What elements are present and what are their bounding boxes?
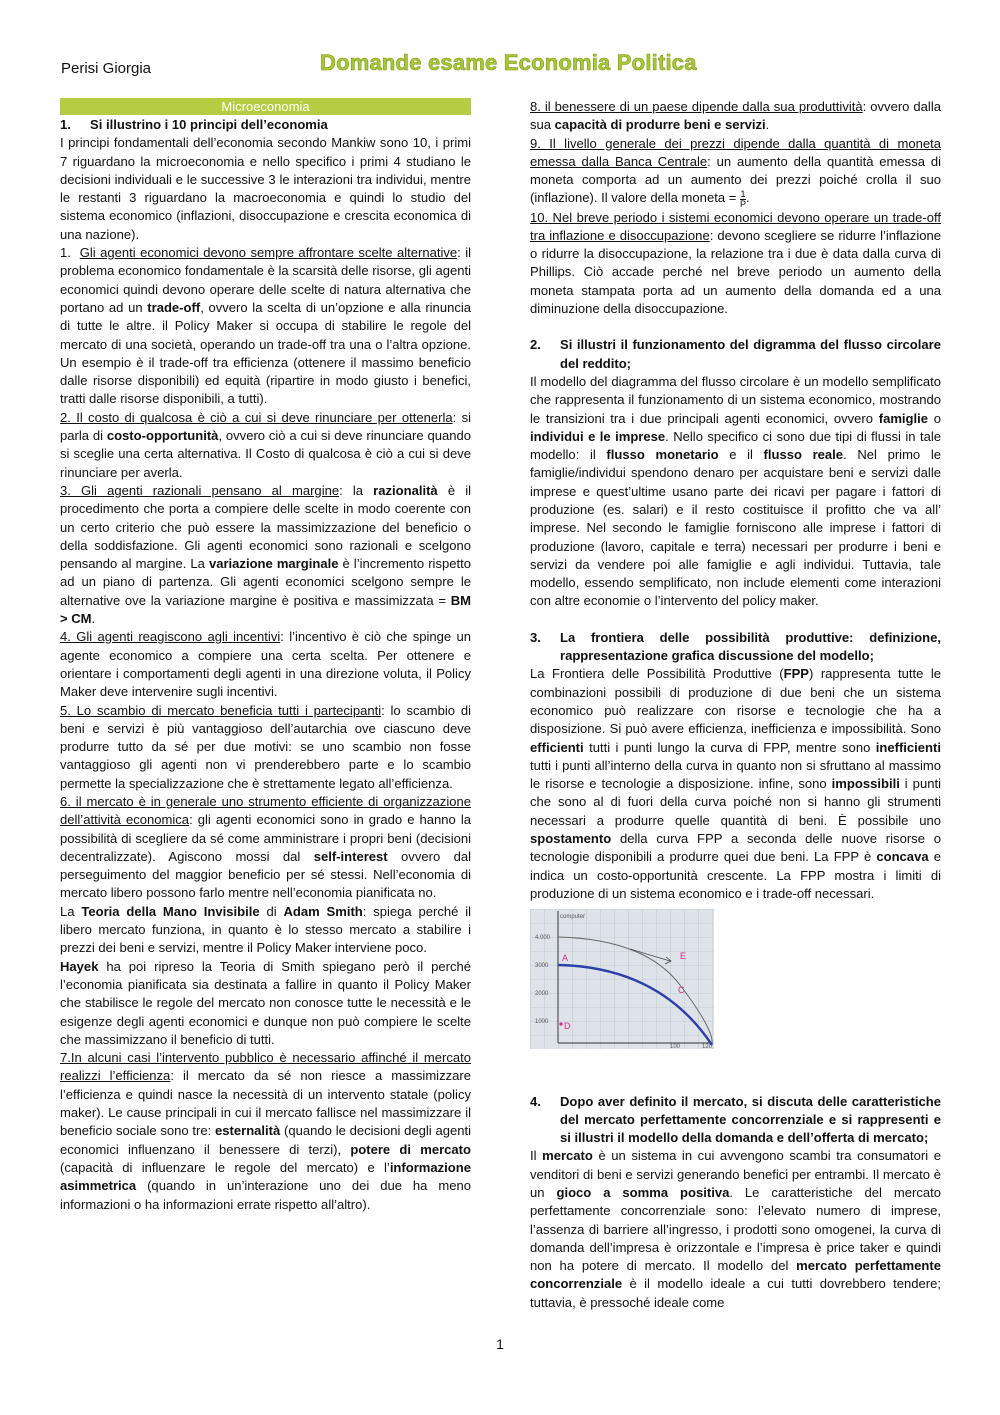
ppf-chart-photo (530, 909, 714, 1049)
question-2-heading: 2. Si illustri il funzionamento del digramma del flusso circolare del reddito; (530, 337, 941, 371)
author-name: Perisi Giorgia (61, 60, 152, 77)
tick-y-4: 1000 (535, 1019, 549, 1026)
document-title: Domande esame Economia Politica (320, 50, 697, 75)
question-1-heading: 1. Si illustrino i 10 principi dell’economia (60, 117, 328, 132)
principle-8: 8. il benessere di un paese dipende dalla sua produttività: ovvero dalla sua capacità di produrre beni e servizi. (530, 99, 941, 133)
left-column (60, 98, 471, 1214)
paragraph-intro: I principi fondamentali dell’economia secondo Mankiw sono 10, i primi 7 riguardano la microeconomia e nello specifico i primi 4 studiano le decisioni individuali e le successive 3 le interazioni tra individui, mentre le restanti 3 riguardano la macroeconomia e quindi lo studio del sistema economico (inflazioni, disoccupazione e crescita economica di una nazione). (60, 135, 471, 242)
principle-3: 3. Gli agenti razionali pensano al margine: la razionalità è il procedimento che porta a compiere delle scelte in modo coerente con un certo criterio che può essere la massimizzazione del beneficio o della soddisfazione. Gli agenti economici sono razionali e scelgono pensando al margine. La variazione marginale è l’incremento rispetto ad un piano di partenza. Gli agenti economici scelgono sempre le alternative ove la variazione margine è positiva e massimizzata = BM > CM. (60, 482, 472, 627)
section-heading: Microeconomia (60, 98, 471, 115)
tick-y-3: 2000 (535, 991, 549, 998)
smith-paragraph: La Teoria della Mano Invisibile di Adam Smith: spiega perché il libero mercato funziona, in quanto è lo stesso mercato a stabilire i prezzi dei beni e servizi, mentre il Policy Maker interviene poco. (60, 903, 472, 956)
question-3-body: La Frontiera delle Possibilità Produttive (FPP) rappresenta tutte le combinazioni possibili di produzione di due beni che un sistema economico può realizzare con risorse e tecnologie che ha a disposizione. Si può avere efficienza, inefficienza e impossibilità. Sono efficienti tutti i punti lungo la curva di FPP, mentre sono inefficienti tutti i punti all’interno della curva in quanto non si sfruttano al massimo le risorse e tecnologie a disposizione. infine, sono impossibili i punti che sono al di fuori della curva poiché non si hanno gli strumenti necessari a produrre quelle quantità di beni. È possibile uno spostamento della curva FPP a seconda delle nuove risorse o tecnologie disponibili a produrre quei due beni. La FPP è concava e indica un costo-opportunità crescente. La FPP mostra i limiti di produzione di un sistema economico e i trade-off necessari. (530, 666, 941, 901)
point-d-label: D (564, 1021, 571, 1032)
tick-y-2: 3000 (535, 963, 549, 970)
question-2-body: Il modello del diagramma del flusso circolare è un modello semplificato che rappresenta il funzionamento di un sistema economico, mostrando le transizioni tra i due principali agenti economici, ovvero famiglie o individui e le imprese. Nello specifico ci sono due tipi di flussi in tale modello: il flusso monetario e il flusso reale. Nel primo le famiglie/individui spendono denaro per acquistare beni e servizi dalle imprese e quest’ultime usano parte dei ricavi per pagare i fattori di produzione (es. salari) e il resto costituisce il profitto che va all’ imprese. Nel secondo le famiglie forniscono alle imprese i fattori di produzione (lavoro, capitale e terra) necessari per produrre i beni e servizi da vendere poi alle famiglie e agli individui. Tuttavia, tale modello, essendo semplificato, non include elementi come interazioni con altre economie o l’intervento del policy maker. (530, 373, 941, 609)
principle-5: 5. Lo scambio di mercato beneficia tutti i partecipanti: lo scambio di beni e servizi è più vantaggioso dell’autarchia ove ciascuno deve produrre tutto da sé per due motivi: se uno scambio non fosse vantaggioso gli agenti non vi prenderebbero parte e lo scambio permette la specializzazione che è strettamente legato all’efficienza. (60, 702, 471, 791)
point-c-label: C (678, 985, 685, 996)
principle-4: 4. Gli agenti reagiscono agli incentivi: l’incentivo è ciò che spinge un agente economico a compiere una certa scelta. Per ottenere e orientare i comportamenti degli agenti in una direzione voluta, il Policy Maker deve intervenire sugli incentivi. (60, 629, 472, 700)
principle-10: 10. Nel breve periodo i sistemi economici devono operare un trade-off tra inflazione e disoccupazione: devono scegliere se ridurre l’inflazione o ridurre la disoccupazione, la relazione tra i due è data dalla curva di Phillips. Ciò accade perché nel breve periodo un aumento della moneta stampata porta ad un aumento della domanda ed a una diminuzione della disoccupazione. (530, 209, 941, 317)
point-a-label: A (562, 953, 569, 964)
point-d (559, 1023, 562, 1026)
point-e-label: E (680, 951, 687, 962)
principle-9: 9. Il livello generale dei prezzi dipende dalla quantità di moneta emessa dalla Banca Centrale: un aumento della quantità emessa di moneta comporta ad un aumento dei prezzi poiché crolla il suo (inflazione). Il valore della moneta = $\frac{1}{P}$ . (530, 135, 941, 209)
page-number: 1 (496, 1336, 504, 1352)
principle-7: 7.In alcuni casi l’intervento pubblico è necessario affinché il mercato realizzi l’efficienza: il mercato da sé non riesce a massimizzare l’efficienza e quindi nasce la necessità di un intervento statale (policy maker). Le cause principali in cui il mercato fallisce nel massimizzare il beneficio sociale sono tre: esternalità (quando le decisioni degli agenti economici influenzano il benessere di terzi), potere di mercato (capacità di influenzare le regole del mercato) e l’informazione asimmetrica (quando in un’interazione uno dei due ha meno informazioni o ha informazioni errate rispetto all’altro). (60, 1050, 471, 1212)
principle-6: 6. il mercato è in generale uno strumento efficiente di organizzazione dell’attività economica: gli agenti economici sono in grado e hanno la possibilità di scegliere da sé come amministrare i propri beni (decisioni decentralizzate). Agiscono mossi dal self-interest ovvero dal perseguimento del maggior beneficio per sé stessi. Nell’economia di mercato libero possono farlo mentre nell’economia pianificata no. (60, 793, 471, 901)
question-3-heading: 3. La frontiera delle possibilità produttive: definizione, rappresentazione grafica discussione del modello; (530, 629, 941, 664)
principle-2: 2. Il costo di qualcosa è ciò a cui si deve rinunciare per ottenerla: si parla di costo-opportunità, ovvero ciò a cui si deve rinunciare quando si sceglie una certa alternativa. Il Costo di qualcosa è ciò a cui si deve rinunciare per averla. (60, 409, 471, 480)
fraction: $\frac{1}{P}$ (739, 188, 746, 209)
tick-x-1: 100 (670, 1044, 681, 1050)
tick-x-2: 120 (702, 1044, 713, 1050)
principle-1: 1. Gli agenti economici devono sempre affrontare scelte alternative: il problema economico fondamentale è la scarsità delle risorse, gli agenti economici quindi devono operare delle scelte di natura alternativa che portano ad un trade-off, ovvero la scelta di un’opzione e alla rinuncia di tutte le altre. il Policy Maker si occupa di stabilire le regole del mercato di una società, operando un trade-off tra una o l’altra opzione. Un esempio è il trade-off tra efficienza (ottenere il massimo beneficio dalle risorse disponibili) ed equità (ripartire in modo giusto i benefici, tratti dalle risorse disponibili, a tutti). (60, 245, 472, 407)
hayek-paragraph: Hayek ha poi ripreso la Teoria di Smith spiegano però il perché l’economia pianificata sia destinata a fallire in quanto il Policy Maker che stabilisce le regole del mercato non conosce tutte le necessità e le esigenze degli agenti economici e dunque non può compiere le scelte che massimizzano il beneficio di tutti. (60, 958, 471, 1047)
right-column (530, 98, 941, 1312)
question-4-body: Il mercato è un sistema in cui avvengono scambi tra consumatori e venditori di beni e servizi generando benefici per entrambi. Il mercato è un gioco a somma positiva. Le caratteristiche del mercato perfettamente concorrenziale sono: l’elevato numero di imprese, l’assenza di barriere all’ingresso, i prodotti sono omogenei, la curva di domanda dell’impresa è orizzontale e l’impresa è price taker e quindi non ha potere di mercato. Il modello del mercato perfettamente concorrenziale è il modello ideale a cui tutti dovrebbero tendere; tuttavia, è pressoché ideale come (530, 1148, 942, 1310)
tick-y-1: 4.000 (535, 935, 551, 942)
question-4-heading: 4. Dopo aver definito il mercato, si discuta delle caratteristiche del mercato perfettamente concorrenziale e si rappresenti e si illustri il modello della domanda e dell’offerta di mercato; (530, 1093, 941, 1146)
axis-top-label: computer (560, 914, 586, 921)
